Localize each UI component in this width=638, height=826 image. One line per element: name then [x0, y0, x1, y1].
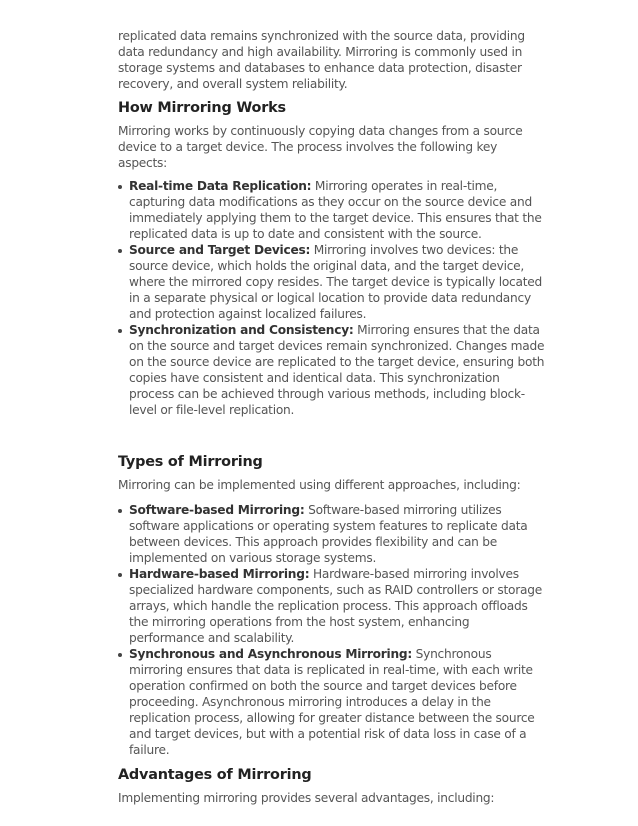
heading-types-of-mirroring: Types of Mirroring [118, 454, 263, 470]
heading-how-mirroring-works: How Mirroring Works [118, 100, 286, 116]
list-item-text: Software-based mirroring utilizes software applications or operating system features to replicate data between devices. This approach provides flexibility and can be implemented on various storage systems. [129, 503, 528, 565]
list-item [118, 322, 548, 418]
how-lead-paragraph: Mirroring works by continuously copying data changes from a source device to a target device. The process involves the following key aspects: [118, 124, 523, 170]
list-item-text: Hardware-based mirroring involves specialized hardware components, such as RAID controllers or storage arrays, which handle the replication process. This approach offloads the mirroring operations from the host system, enhancing performance and scalability. [129, 567, 542, 645]
list-item-term: Synchronization and Consistency: [129, 323, 354, 337]
list-item-text: Mirroring ensures that the data on the source and target devices remain synchronized. Changes made on the source device are replicated to the target device, ensuring both copies have consistent and identical data. This synchronization process can be achieved through various methods, including block-level or file-level replication. [129, 323, 545, 417]
types-lead-paragraph: Mirroring can be implemented using different approaches, including: [118, 478, 521, 492]
intro-paragraph: replicated data remains synchronized with the source data, providing data redundancy and high availability. Mirroring is commonly used in storage systems and databases to enhance data protection, disaster recovery, and overall system reliability. [118, 29, 525, 91]
list-item [118, 178, 548, 242]
list-item [118, 566, 548, 646]
list-item [118, 242, 548, 322]
heading-advantages-of-mirroring: Advantages of Mirroring [118, 767, 312, 783]
list-item-text: Mirroring operates in real-time, capturing data modifications as they occur on the source device and immediately applying them to the target device. This ensures that the replicated data is up to date and consistent with the source. [129, 179, 542, 241]
list-item [118, 646, 548, 758]
list-item [118, 502, 548, 566]
list-item-term: Software-based Mirroring: [129, 503, 305, 517]
how-aspects-list [118, 178, 548, 418]
list-item-term: Real-time Data Replication: [129, 179, 312, 193]
list-item-term: Hardware-based Mirroring: [129, 567, 310, 581]
list-item-term: Synchronous and Asynchronous Mirroring: [129, 647, 412, 661]
advantages-lead-paragraph: Implementing mirroring provides several advantages, including: [118, 791, 495, 805]
list-item-term: Source and Target Devices: [129, 243, 311, 257]
types-list [118, 502, 548, 758]
list-item-text: Mirroring involves two devices: the source device, which holds the original data, and the target device, where the mirrored copy resides. The target device is typically located in a separate physical or logical location to provide data redundancy and protection against localized failures. [129, 243, 542, 321]
list-item-text: Synchronous mirroring ensures that data is replicated in real-time, with each write operation confirmed on both the source and target devices before proceeding. Asynchronous mirroring introduces a delay in the replication process, allowing for greater distance between the source and target devices, but with a potential risk of data loss in case of a failure. [129, 647, 535, 757]
document-page [118, 28, 548, 806]
